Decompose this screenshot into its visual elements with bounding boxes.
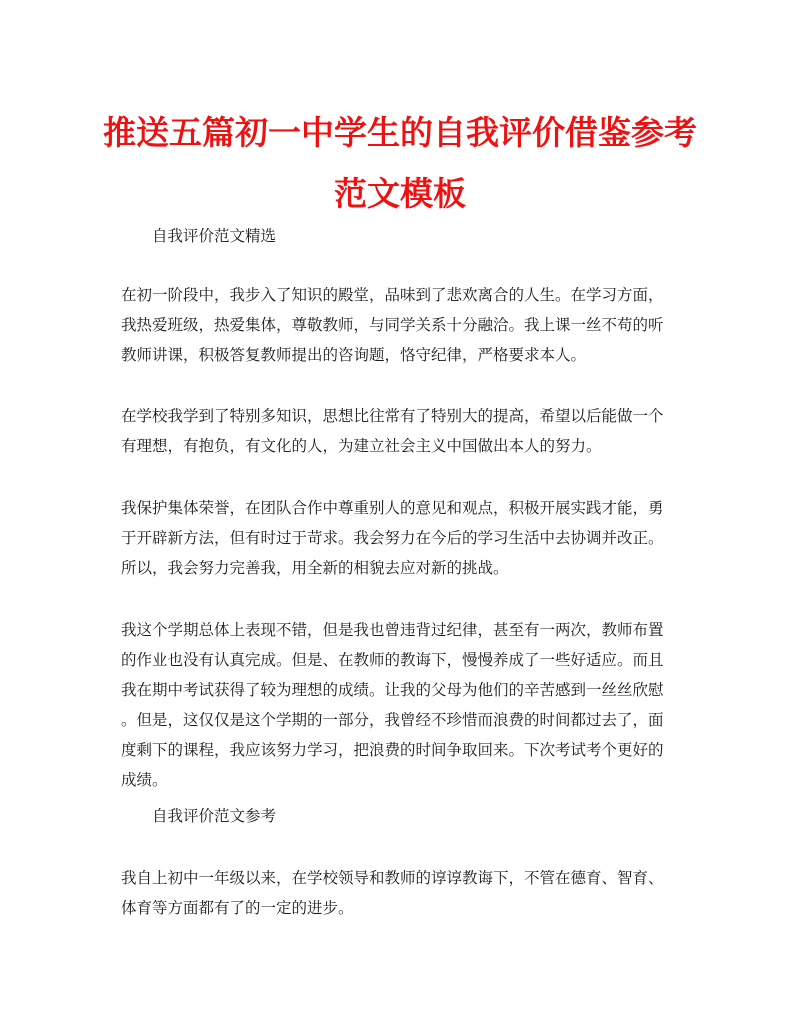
section-heading-essay-selection: 自我评价范文精选 xyxy=(152,227,277,245)
paragraph-line: 教师讲课，积极答复教师提出的咨询题，恪守纪律，严格要求本人。 xyxy=(121,346,587,364)
paragraph-line: 于开辟新方法，但有时过于苛求。我会努力在今后的学习生活中去协调并改正。 xyxy=(121,529,664,547)
document-title-line-1: 推送五篇初一中学生的自我评价借鉴参考 xyxy=(103,113,697,152)
paragraph-line: 成绩。 xyxy=(121,771,168,789)
paragraph-line: 体育等方面都有了的一定的进步。 xyxy=(121,899,354,917)
paragraph-line: 我在期中考试获得了较为理想的成绩。让我的父母为他们的辛苦感到一丝丝欣慰 xyxy=(121,681,664,699)
paragraph-line: 在学校我学到了特别多知识，思想比往常有了特别大的提高，希望以后能做一个 xyxy=(121,407,664,425)
section-heading-essay-reference: 自我评价范文参考 xyxy=(152,807,277,825)
paragraph-line: 我这个学期总体上表现不错，但是我也曾违背过纪律，甚至有一两次，教师布置 xyxy=(121,621,664,639)
document-title-line-2: 范文模板 xyxy=(334,174,466,213)
paragraph-line: 有理想，有抱负，有文化的人，为建立社会主义中国做出本人的努力。 xyxy=(121,437,602,455)
paragraph-line: 所以，我会努力完善我，用全新的相貌去应对新的挑战。 xyxy=(121,559,509,577)
paragraph-line: 。但是，这仅仅是这个学期的一部分，我曾经不珍惜而浪费的时间都过去了，面 xyxy=(121,711,664,729)
paragraph-line: 的作业也没有认真完成。但是、在教师的教诲下，慢慢养成了一些好适应。而且 xyxy=(121,651,664,669)
paragraph-line: 在初一阶段中，我步入了知识的殿堂，品味到了悲欢离合的人生。在学习方面， xyxy=(121,286,664,304)
paragraph-line: 我自上初中一年级以来，在学校领导和教师的谆谆教诲下，不管在德育、智育、 xyxy=(121,869,664,887)
paragraph-line: 我热爱班级，热爱集体，尊敬教师，与同学关系十分融洽。我上课一丝不苟的听 xyxy=(121,316,664,334)
paragraph-line: 度剩下的课程，我应该努力学习，把浪费的时间争取回来。下次考试考个更好的 xyxy=(121,741,664,759)
paragraph-line: 我保护集体荣誉，在团队合作中尊重别人的意见和观点，积极开展实践才能，勇 xyxy=(121,499,664,517)
